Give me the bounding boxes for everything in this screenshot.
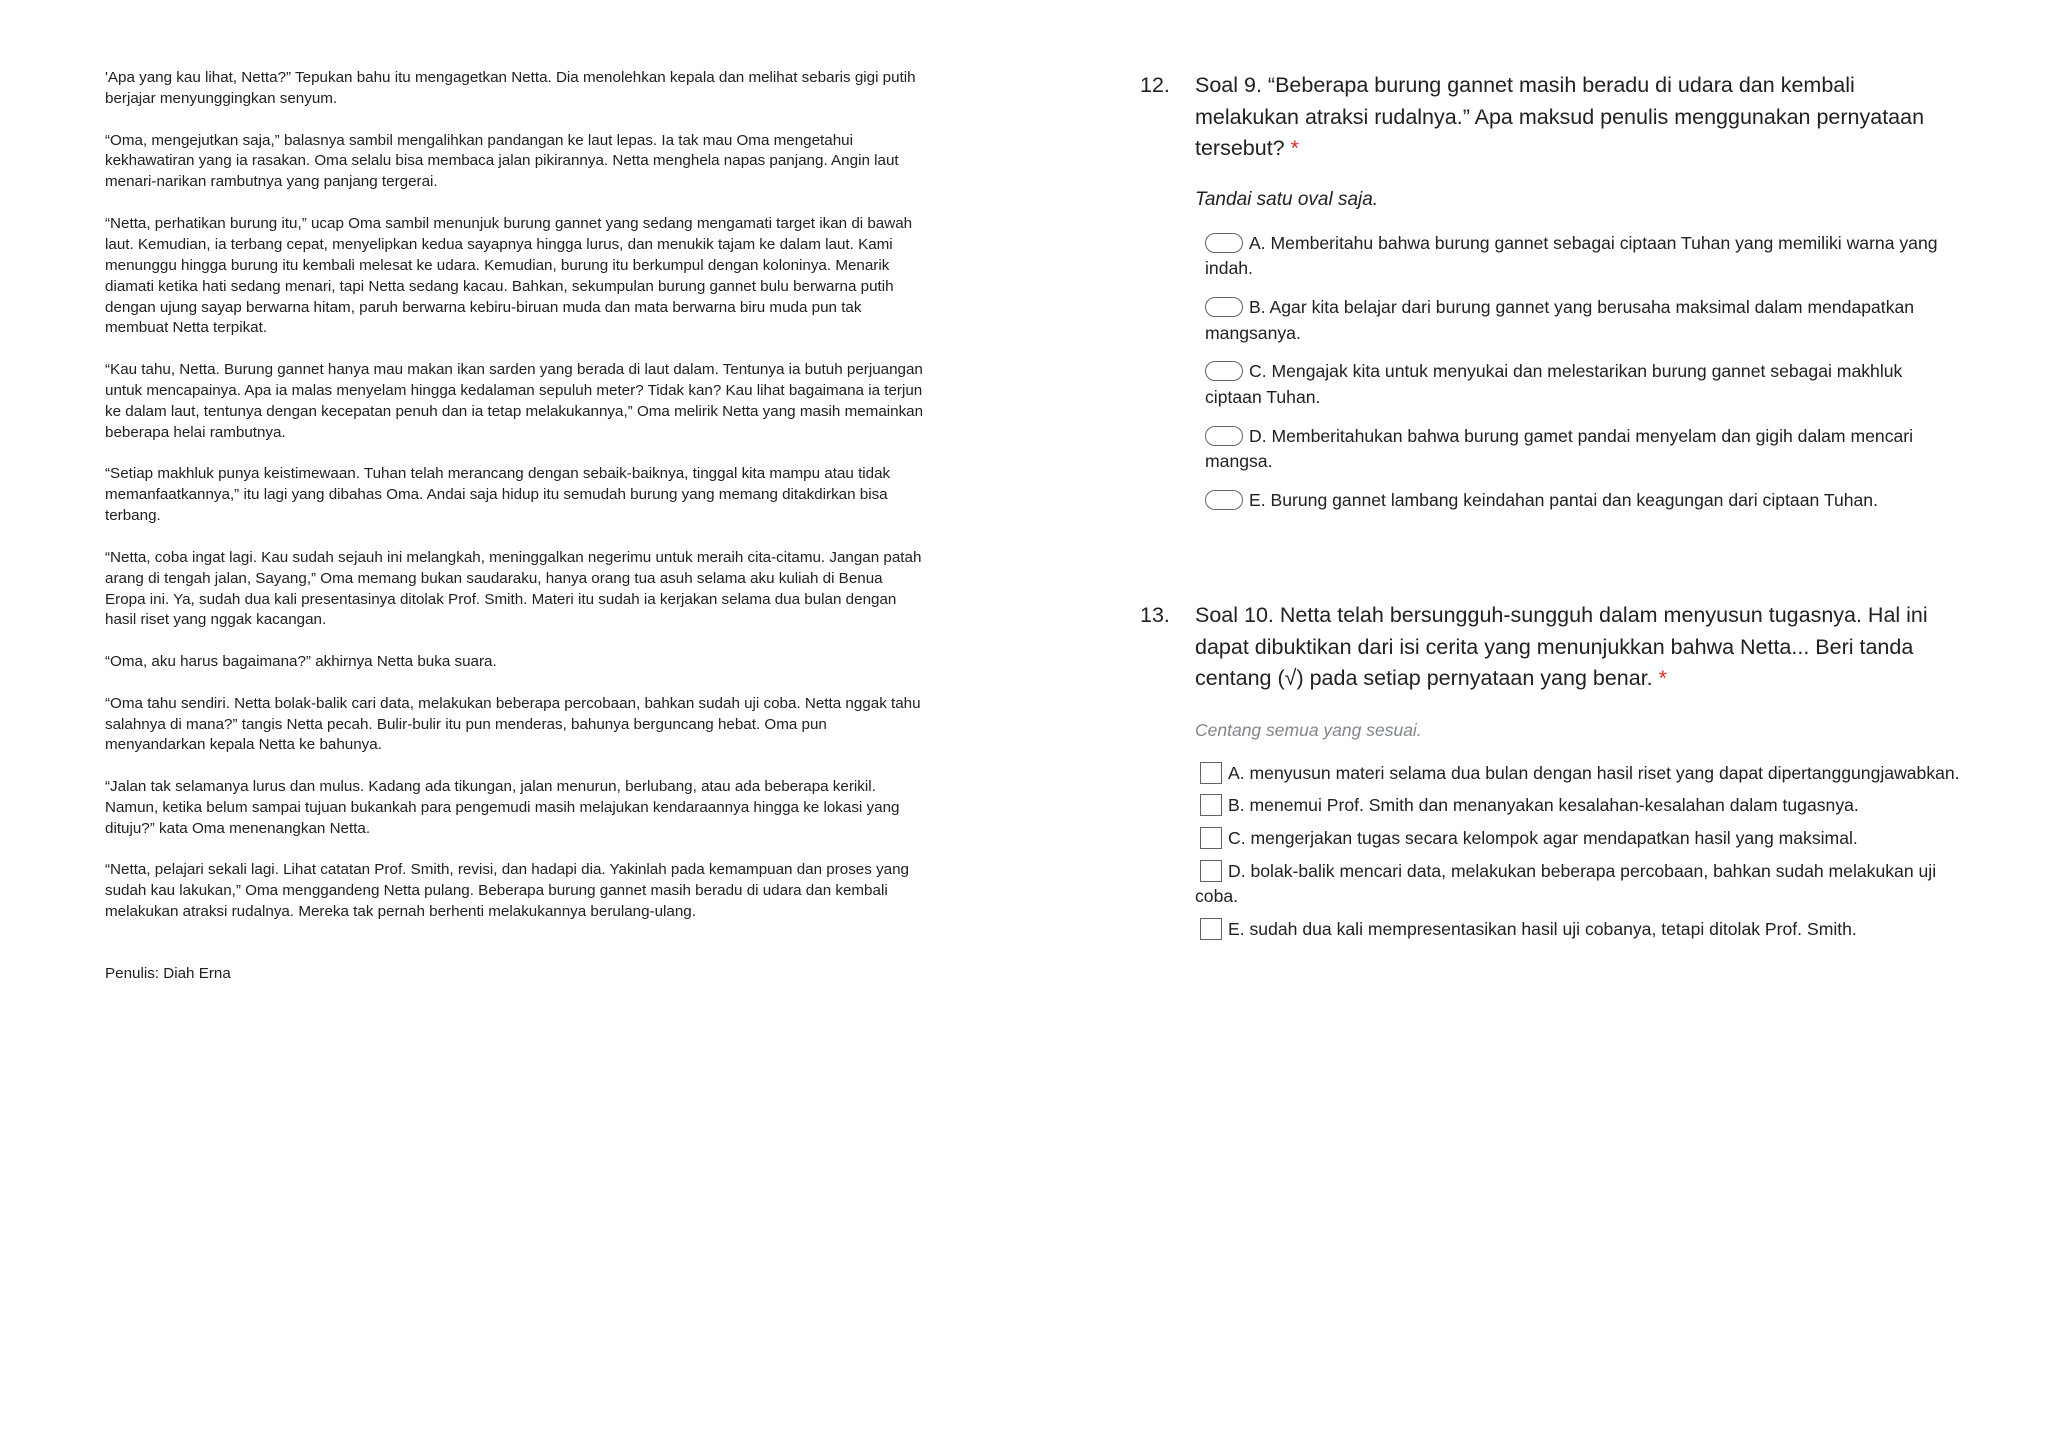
required-asterisk: * <box>1290 136 1300 160</box>
option-label: E. sudah dua kali mempresentasikan hasil uji cobanya, tetapi ditolak Prof. Smith. <box>1228 919 1857 940</box>
checkbox-option-b[interactable] <box>1195 793 1960 819</box>
option-label: C. mengerjakan tugas secara kelompok agar mendapatkan hasil yang maksimal. <box>1228 827 1858 848</box>
radio-oval[interactable] <box>1205 426 1243 446</box>
checkbox[interactable] <box>1200 860 1222 882</box>
checkbox[interactable] <box>1200 762 1222 784</box>
question-number: 12. <box>1140 73 1170 97</box>
checkbox-options <box>1195 761 1960 943</box>
story-paragraph: “Oma, mengejutkan saja,” balasnya sambil mengalihkan pandangan ke laut lepas. Ia tak mau Oma mengetahui kekhawatiran yang ia rasakan. Oma selalu bisa membaca jalan pikirannya. Netta menghela napas panjang. Angin laut menari-narikan rambutnya yang panjang tergerai. <box>105 131 899 191</box>
story-paragraph: 'Apa yang kau lihat, Netta?” Tepukan bahu itu mengagetkan Netta. Dia menolehkan kepala dan melihat sebaris gigi putih berjajar menyunggingkan senyum. <box>105 69 916 107</box>
checkbox-option-c[interactable] <box>1195 826 1960 852</box>
question-number: 13. <box>1140 603 1170 627</box>
story-paragraph: “Setiap makhluk punya keistimewaan. Tuhan telah merancang dengan sebaik-baiknya, tinggal kita mampu atau tidak memanfaatkannya,” itu lagi yang dibahas Oma. Andai saja hidup itu semudah burung yang memang ditakdirkan bisa terbang. <box>105 465 891 525</box>
radio-oval[interactable] <box>1205 361 1243 381</box>
story-paragraph: “Netta, coba ingat lagi. Kau sudah sejauh ini melangkah, meninggalkan negerimu untuk meraih cita-citamu. Jangan patah arang di tengah jalan, Sayang,” Oma memang bukan saudaraku, hanya orang tua asuh selama aku kuliah di Benua Eropa ini. Ya, sudah dua kali presentasinya ditolak Prof. Smith. Materi itu sudah ia kerjakan selama dua bulan dengan hasil riset yang nggak kacangan. <box>105 548 922 629</box>
question-title-text: Soal 10. Netta telah bersungguh-sungguh dalam menyusun tugasnya. Hal ini dapat dibuktikan dari isi cerita yang menunjukkan bahwa Netta... Beri tanda centang (√) pada setiap pernyataan yang benar. <box>1195 603 1928 690</box>
story-paragraph: “Netta, perhatikan burung itu,” ucap Oma sambil menunjuk burung gannet yang sedang mengamati target ikan di bawah laut. Kemudian, ia terbang cepat, menyelipkan kedua sayapnya hingga lurus, dan menukik tajam ke dalam laut. Kami menunggu hingga burung itu kembali melesat ke udara. Kemudian, burung itu berkumpul dengan koloninya. Menarik diamati ketika hati sedang menari, tapi Netta sedang kacau. Bahkan, sekumpulan burung gannet bulu berwarna putih dengan ujung sayap berwarna hitam, paruh berwarna kebiru-biruan muda dan mata berwarna biru muda pun tak membuat Netta terpikat. <box>105 214 913 337</box>
option-label: E. Burung gannet lambang keindahan pantai dan keagungan dari ciptaan Tuhan. <box>1249 490 1878 511</box>
option-label: B. menemui Prof. Smith dan menanyakan kesalahan-kesalahan dalam tugasnya. <box>1228 795 1859 816</box>
option-label: B. Agar kita belajar dari burung gannet yang berusaha maksimal dalam mendapatkan mangsanya. <box>1205 296 1915 343</box>
radio-options <box>1195 231 1960 514</box>
question-12 <box>1140 70 1960 527</box>
question-instruction: Centang semua yang sesuai. <box>1195 719 1422 740</box>
checkbox[interactable] <box>1200 918 1222 940</box>
option-label: A. Memberitahu bahwa burung gannet sebagai ciptaan Tuhan yang memiliki warna yang indah. <box>1205 232 1938 279</box>
option-label: D. bolak-balik mencari data, melakukan beberapa percobaan, bahkan sudah melakukan uji coba. <box>1195 860 1937 907</box>
question-title <box>1195 600 1960 695</box>
question-instruction: Tandai satu oval saja. <box>1195 188 1379 210</box>
radio-oval[interactable] <box>1205 490 1243 510</box>
checkbox[interactable] <box>1200 827 1222 849</box>
option-label: D. Memberitahukan bahwa burung gamet pandai menyelam dan gigih dalam mencari mangsa. <box>1205 425 1914 472</box>
story-text <box>105 68 925 1006</box>
radio-option-e[interactable] <box>1195 488 1960 514</box>
checkbox-option-a[interactable] <box>1195 761 1960 787</box>
story-paragraph: “Oma, aku harus bagaimana?” akhirnya Netta buka suara. <box>105 653 497 671</box>
question-13 <box>1140 600 1960 950</box>
question-title <box>1195 70 1960 165</box>
option-label: C. Mengajak kita untuk menyukai dan melestarikan burung gannet sebagai makhluk ciptaan Tuhan. <box>1205 361 1903 408</box>
required-asterisk: * <box>1658 666 1668 690</box>
question-title-text: Soal 9. “Beberapa burung gannet masih beradu di udara dan kembali melakukan atraksi rudalnya.” Apa maksud penulis menggunakan pernyataan tersebut? <box>1195 73 1925 160</box>
checkbox[interactable] <box>1200 794 1222 816</box>
checkbox-option-e[interactable] <box>1195 917 1960 943</box>
radio-option-c[interactable] <box>1195 359 1960 410</box>
story-paragraph: “Kau tahu, Netta. Burung gannet hanya mau makan ikan sarden yang berada di laut dalam. Tentunya ia butuh perjuangan untuk mencapainya. Apa ia malas menyelam hingga kedalaman sepuluh meter? Tidak kan? Kau lihat bagaimana ia terjun ke dalam laut, tentunya dengan kecepatan penuh dan ia tetap melakukannya,” Oma melirik Netta yang masih memainkan beberapa helai rambutnya. <box>105 361 924 441</box>
radio-option-d[interactable] <box>1195 424 1960 475</box>
option-label: A. menyusun materi selama dua bulan dengan hasil riset yang dapat dipertanggungjawabkan. <box>1228 762 1960 783</box>
radio-oval[interactable] <box>1205 233 1243 253</box>
radio-option-b[interactable] <box>1195 295 1960 346</box>
story-paragraph: “Netta, pelajari sekali lagi. Lihat catatan Prof. Smith, revisi, dan hadapi dia. Yakinlah pada kemampuan dan proses yang sudah kau lakukan,” Oma menggandeng Netta pulang. Beberapa burung gannet masih beradu di udara dan kembali melakukan atraksi rudalnya. Mereka tak pernah berhenti melakukannya berulang-ulang. <box>105 861 910 921</box>
radio-oval[interactable] <box>1205 297 1243 317</box>
radio-option-a[interactable] <box>1195 231 1960 282</box>
checkbox-option-d[interactable] <box>1195 859 1960 910</box>
story-paragraph: “Oma tahu sendiri. Netta bolak-balik cari data, melakukan beberapa percobaan, bahkan sudah uji coba. Netta nggak tahu salahnya di mana?” tangis Netta pecah. Bulir-bulir itu pun menderas, bahunya berguncang hebat. Oma pun menyandarkan kepala Netta ke bahunya. <box>105 694 921 754</box>
story-paragraph: “Jalan tak selamanya lurus dan mulus. Kadang ada tikungan, jalan menurun, berlubang, atau ada beberapa kerikil. Namun, ketika belum sampai tujuan bukankah para pengemudi masih melajukan kendaraannya hingga ke lokasi yang dituju?” kata Oma menenangkan Netta. <box>105 778 900 837</box>
story-author: Penulis: Diah Erna <box>105 965 231 983</box>
